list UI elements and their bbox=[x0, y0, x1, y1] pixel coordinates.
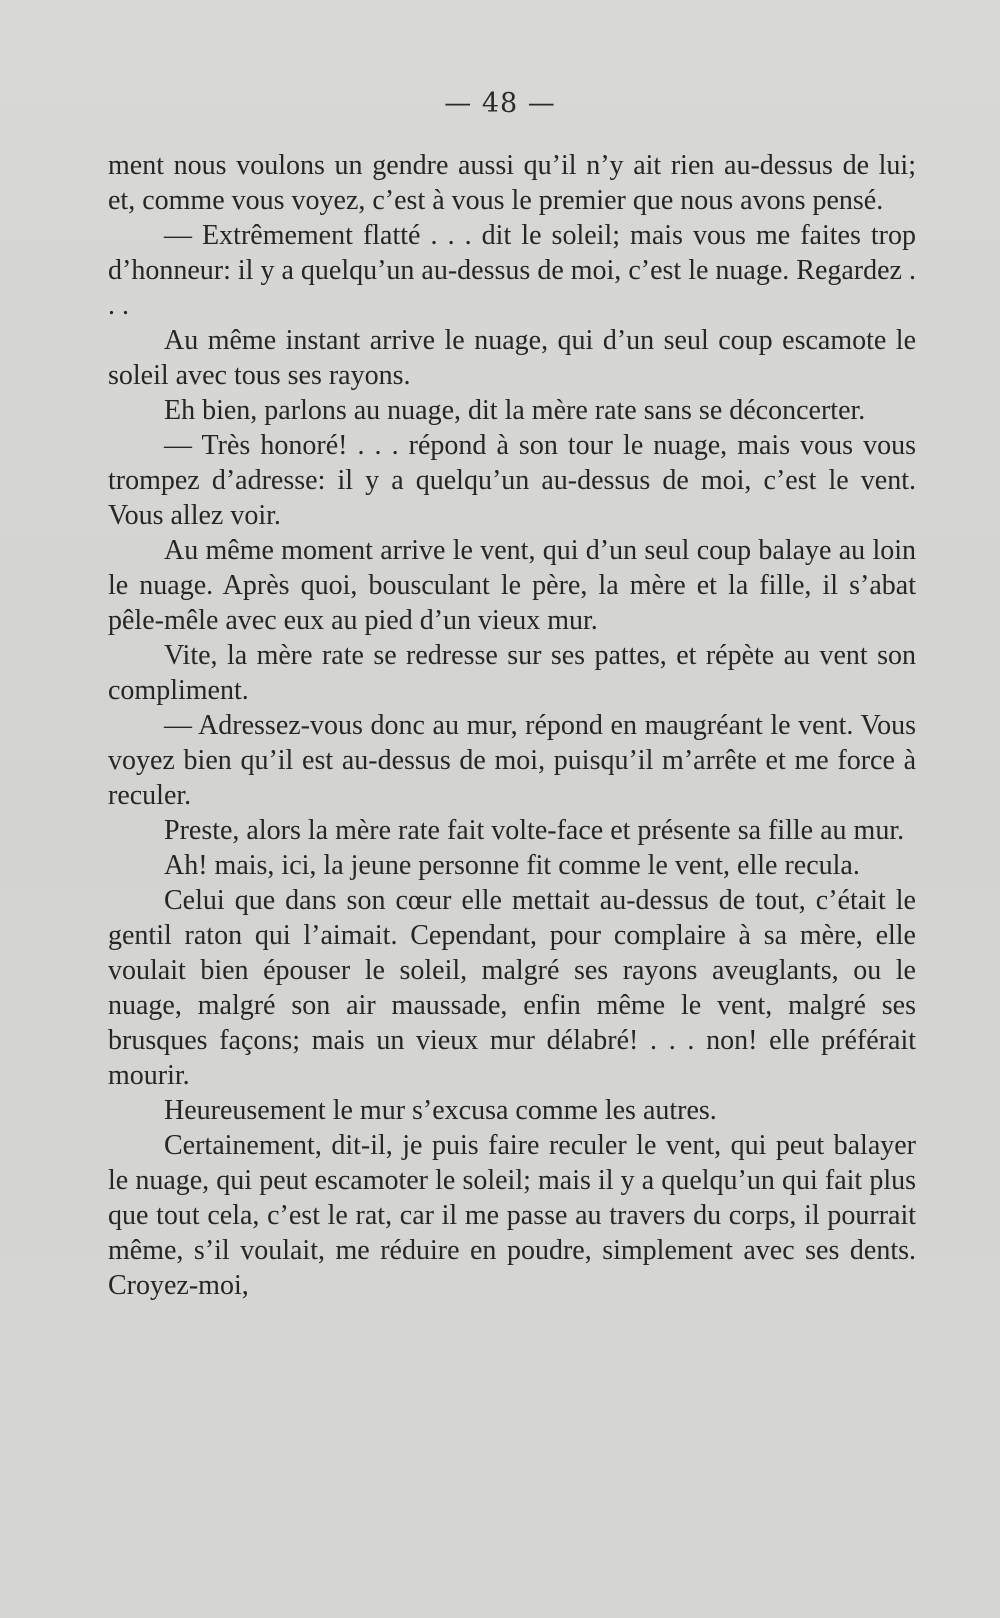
body-text bbox=[108, 148, 916, 1303]
paragraph-6: Au même moment arrive le vent, qui d’un seul coup balaye au loin le nuage. Après quoi, bousculant le père, la mère et la fille, il s’abat pêle-mêle avec eux au pied d’un vieux mur. bbox=[108, 535, 916, 636]
paragraph-10: Ah! mais, ici, la jeune personne fit comme le vent, elle recula. bbox=[164, 850, 860, 881]
paragraph-1: ment nous voulons un gendre aussi qu’il n’y ait rien au-dessus de lui; et, comme vous voyez, c’est à vous le premier que nous avons pensé. bbox=[108, 150, 916, 216]
paragraph-3: Au même instant arrive le nuage, qui d’un seul coup escamote le soleil avec tous ses rayons. bbox=[108, 325, 916, 391]
paragraph-5: — Très honoré! . . . répond à son tour le nuage, mais vous vous trompez d’adresse: il y a quelqu’un au-dessus de moi, c’est le vent. Vous allez voir. bbox=[108, 430, 916, 531]
paragraph-13: Certainement, dit-il, je puis faire reculer le vent, qui peut balayer le nuage, qui peut escamoter le soleil; mais il y a quelqu’un qui fait plus que tout cela, c’est le rat, car il me passe au travers du corps, il pourrait même, s’il voulait, me réduire en poudre, simplement avec ses dents. Croyez-moi, bbox=[108, 1130, 916, 1301]
paragraph-2: — Extrêmement flatté . . . dit le soleil; mais vous me faites trop d’honneur: il y a quelqu’un au-dessus de moi, c’est le nuage. Regardez . . . bbox=[108, 220, 916, 321]
paragraph-4: Eh bien, parlons au nuage, dit la mère rate sans se déconcerter. bbox=[164, 395, 866, 426]
page-number: — 48 — bbox=[444, 88, 556, 119]
paragraph-8: — Adressez-vous donc au mur, répond en maugréant le vent. Vous voyez bien qu’il est au-dessus de moi, puisqu’il m’arrête et me force à reculer. bbox=[108, 710, 916, 811]
paragraph-11: Celui que dans son cœur elle mettait au-dessus de tout, c’était le gentil raton qui l’aimait. Cependant, pour complaire à sa mère, elle voulait bien épouser le soleil, malgré ses rayons aveuglants, ou le nuage, malgré son air maussade, enfin même le vent, malgré ses brusques façons; mais un vieux mur délabré! . . . non! elle préférait mourir. bbox=[108, 885, 916, 1091]
paragraph-9: Preste, alors la mère rate fait volte-face et présente sa fille au mur. bbox=[164, 815, 905, 846]
paragraph-12: Heureusement le mur s’excusa comme les autres. bbox=[164, 1095, 717, 1126]
paragraph-7: Vite, la mère rate se redresse sur ses pattes, et répète au vent son compliment. bbox=[108, 640, 916, 706]
